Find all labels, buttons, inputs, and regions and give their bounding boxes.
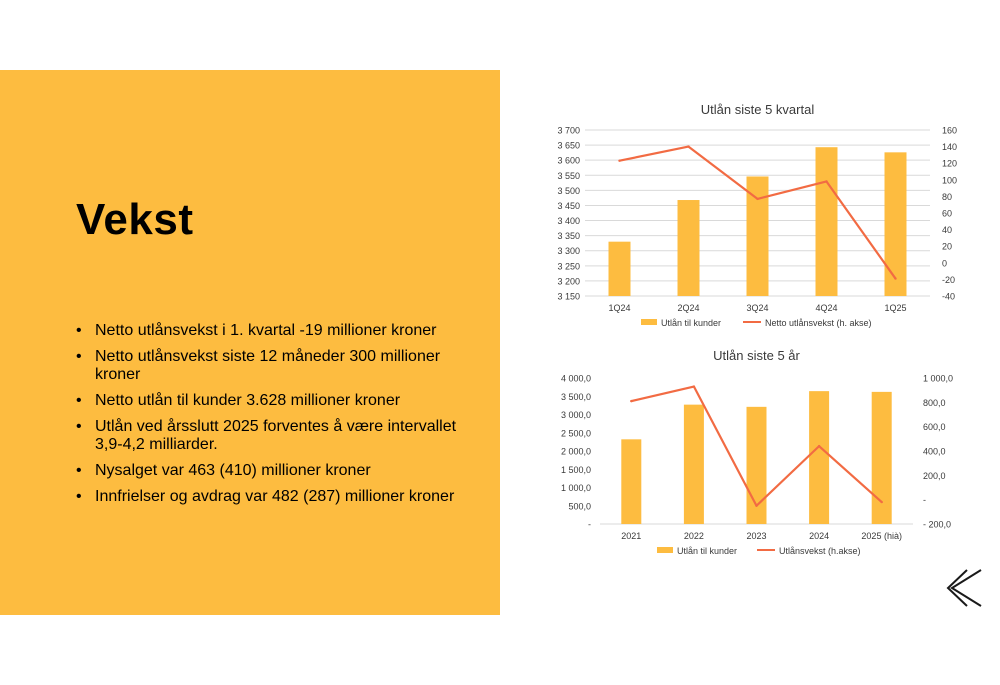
bullet-text: Netto utlånsvekst i 1. kvartal -19 millioner kroner	[95, 322, 437, 339]
left-axis-tick-label: 3 700	[557, 125, 580, 136]
left-axis-tick-label: 1 500,0	[560, 464, 591, 475]
x-axis-tick-label: 1Q24	[608, 303, 631, 313]
x-axis-tick-label: 2Q24	[677, 303, 700, 313]
bar	[885, 152, 907, 296]
legend-bar-swatch	[641, 319, 657, 325]
right-axis-tick-label: -	[923, 495, 926, 506]
legend-bar-swatch	[657, 547, 673, 553]
bullet-text: Utlån ved årsslutt 2025 forventes å være intervallet 3,9-4,2 milliarder.	[95, 418, 457, 453]
legend-label: Netto utlånsvekst (h. akse)	[765, 318, 872, 328]
left-axis-tick-label: 500,0	[568, 501, 591, 512]
left-axis-tick-label: 3 450	[557, 200, 580, 211]
left-axis-tick-label: 3 300	[557, 246, 580, 257]
bullet-marker: •	[76, 392, 82, 409]
chart-title: Utlån siste 5 kvartal	[700, 102, 815, 117]
right-axis-tick-label: 60	[942, 208, 953, 219]
bar	[809, 391, 829, 524]
left-axis-tick-label: 3 500,0	[560, 391, 591, 402]
x-axis-tick-label: 2025 (hià)	[861, 531, 902, 541]
bullet-marker: •	[76, 462, 82, 479]
right-axis-tick-label: 160	[942, 125, 958, 136]
bullet-text: Nysalget var 463 (410) millioner kroner	[95, 462, 371, 479]
left-axis-tick-label: 3 400	[557, 216, 580, 227]
line-point	[618, 160, 620, 162]
x-axis-tick-label: 2021	[621, 531, 642, 541]
chart-loans-quarters	[0, 0, 1000, 340]
left-axis-tick-label: 3 500	[557, 185, 580, 196]
right-axis-tick-label: 0	[942, 258, 948, 269]
bullet-text: Innfrielser og avdrag var 482 (287) millioner kroner	[95, 488, 455, 505]
left-axis-tick-label: 3 350	[557, 231, 580, 242]
bar	[678, 200, 700, 296]
x-axis-tick-label: 4Q24	[815, 303, 838, 313]
x-axis-tick-label: 1Q25	[884, 303, 907, 313]
right-axis-tick-label: 100	[942, 175, 958, 186]
right-axis-tick-label: 20	[942, 241, 953, 252]
left-axis-tick-label: 1 000,0	[560, 483, 591, 493]
right-axis-tick-label: 400,0	[923, 446, 946, 457]
bullet-marker: •	[76, 322, 82, 339]
line-point	[630, 400, 632, 402]
right-axis-tick-label: 80	[942, 191, 953, 202]
bar	[609, 242, 631, 296]
bullet-marker: •	[76, 488, 82, 505]
line-point	[894, 277, 896, 279]
bar	[621, 439, 641, 524]
right-axis-tick-label: -40	[942, 291, 956, 302]
left-axis-tick-label: 3 550	[557, 170, 580, 181]
left-axis-tick-label: 3 250	[557, 261, 580, 272]
right-axis-tick-label: 600,0	[923, 422, 946, 433]
legend-label: Utlån til kunder	[661, 318, 722, 328]
line-point	[818, 445, 820, 447]
line-point	[755, 505, 757, 507]
bullet-marker: •	[76, 418, 82, 435]
x-axis-tick-label: 2024	[809, 531, 830, 541]
left-axis-tick-label: 2 000,0	[560, 446, 591, 457]
legend-label: Utlånsvekst (h.akse)	[779, 546, 861, 556]
bar	[872, 392, 892, 524]
left-axis-tick-label: -	[588, 519, 591, 530]
right-axis-tick-label: 140	[942, 142, 958, 153]
bar	[684, 405, 704, 524]
right-axis-tick-label: 120	[942, 158, 958, 169]
bar	[816, 147, 838, 296]
right-axis-tick-label: 1 000,0	[923, 373, 954, 384]
line-point	[825, 180, 827, 182]
line-point	[687, 145, 689, 147]
line-point	[756, 198, 758, 200]
line-point	[881, 501, 883, 503]
left-axis-tick-label: 4 000,0	[560, 373, 591, 384]
right-axis-tick-label: -20	[942, 274, 956, 285]
left-axis-tick-label: 3 650	[557, 140, 580, 151]
right-axis-tick-label: 200,0	[923, 470, 946, 481]
x-axis-tick-label: 3Q24	[746, 303, 769, 313]
left-axis-tick-label: 3 200	[557, 276, 580, 287]
bullet-text: Netto utlånsvekst siste 12 måneder 300 millioner kroner	[95, 348, 441, 383]
slide-title: Vekst	[76, 195, 194, 244]
bullet-text: Netto utlån til kunder 3.628 millioner kroner	[95, 392, 401, 409]
right-axis-tick-label: 40	[942, 225, 953, 236]
left-axis-tick-label: 3 000,0	[560, 410, 591, 420]
left-axis-tick-label: 3 150	[557, 291, 580, 302]
x-axis-tick-label: 2023	[746, 531, 767, 541]
right-axis-tick-label: - 200,0	[923, 519, 952, 530]
right-axis-tick-label: 800,0	[923, 397, 946, 408]
line-point	[693, 385, 695, 387]
left-axis-tick-label: 2 500,0	[560, 428, 591, 439]
chart-loans-years	[0, 340, 1000, 680]
company-logo-icon	[945, 566, 985, 610]
bullet-marker: •	[76, 348, 82, 365]
legend-label: Utlån til kunder	[677, 546, 738, 556]
chart-title: Utlån siste 5 år	[713, 348, 800, 363]
x-axis-tick-label: 2022	[683, 531, 704, 541]
left-axis-tick-label: 3 600	[557, 155, 580, 166]
